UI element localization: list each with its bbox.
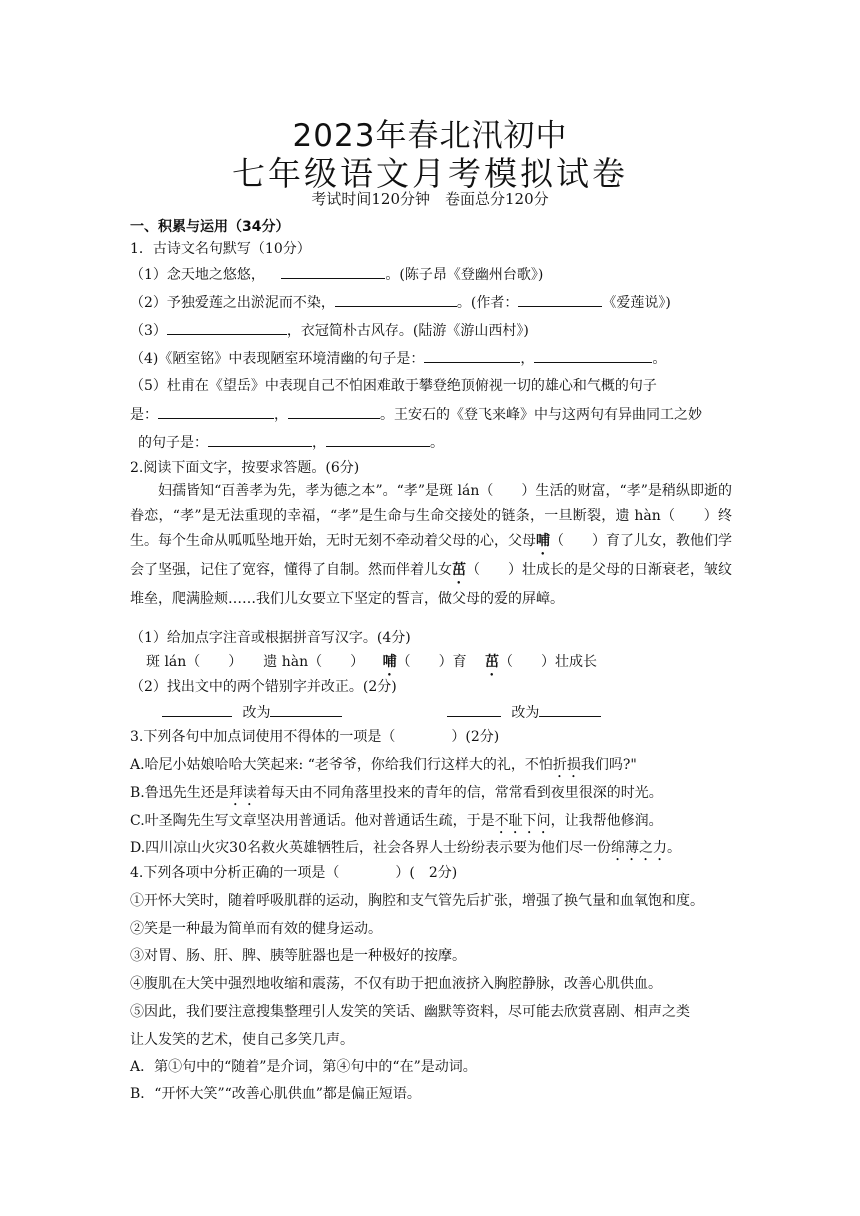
question-3-option-b[interactable]: B.鲁迅先生还是拜读着每天由不同角落里投来的青年的信，常常看到夜里很深的时光。 [130,785,663,801]
answer-blank[interactable] [270,702,342,717]
question-1-item-5-line2: 是： ， 。王安石的《登飞来峰》中与这两句有异曲同工之妙 [130,404,702,425]
question-3-option-c[interactable]: C.叶圣陶先生写文章坚决用普通话。他对普通话生疏，于是不耻下问，让我帮他修润。 [130,813,663,829]
question-1-item-3: （3） ，衣冠简朴古风存。(陆游《游山西村》) [130,320,529,341]
question-2-passage: 妇孺皆知“百善孝为先，孝为德之本”。“孝”是斑 lán（ ）生活的财富，“孝”是稍纵即逝的眷恋，“孝”是无法重现的幸福，“孝”是生命与生命交接处的链条，一旦断裂，遗 hàn（ ）终生。每个生命从呱呱坠地开始，无时无刻不牵动着父母的心，父母哺（ ）育了儿女，教他们学会了坚强，记住了宽容，懂得了自制。然而伴着儿女茁（ ）壮成长的是父母的日渐衰老，皱纹堆垒，爬满脸颊……我们儿女要立下坚定的誓言，做父母的爱的屏嶂。 [130,483,732,607]
section-heading: 一、积累与运用（34分） [130,219,290,235]
question-4-sentence-5-cont: 让人发笑的艺术，使自己多笑几声。 [130,1032,354,1048]
question-4-sentence-1: ①开怀大笑时，随着呼吸肌群的运动，胸腔和支气管先后扩张，增强了换气量和血氧饱和度。 [130,893,704,909]
question-2-sub1-items: 斑 lán（ ） 遗 hàn（ ） 哺（ ）育 茁（ ）壮成长 [146,654,598,670]
question-4-title: 4.下列各项中分析正确的一项是（ ）( 2分) [130,865,458,881]
question-3-option-a[interactable]: A.哈尼小姑娘哈哈大笑起来: “老爷爷，你给我们行这样大的礼，不怕折损我们吗?" [130,757,637,773]
answer-blank[interactable] [281,264,385,279]
question-2-title: 2.阅读下面文字，按要求答题。(6分) [130,460,360,476]
answer-blank[interactable] [534,348,652,363]
question-4-sentence-2: ②笑是一种最为简单而有效的健身运动。 [130,921,382,937]
dotted-char-bu: 哺 [536,533,550,549]
question-1-item-5-line3: 的句子是： ， 。 [138,432,444,453]
answer-blank[interactable] [335,292,457,307]
question-2-sub2: （2）找出文中的两个错别字并改正。(2分) [130,679,397,695]
answer-blank[interactable] [158,404,274,419]
exam-subtitle: 考试时间120分钟 卷面总分120分 [311,190,549,208]
question-1-title: 1．古诗文名句默写（10分） [130,241,311,257]
question-4-option-b[interactable]: B．“开怀大笑”“改善心肌供血”都是偏正短语。 [130,1086,421,1102]
exam-title-line2: 七年级语文月考模拟试卷 [232,154,628,193]
question-4-sentence-3: ③对胃、肠、肝、脾、胰等脏器也是一种极好的按摩。 [130,948,466,964]
answer-blank[interactable] [539,702,601,717]
question-1-item-5-line1: （5）杜甫在《望岳》中表现自己不怕困难敢于攀登绝顶俯视一切的雄心和气概的句子 [130,378,657,394]
question-2-corrections: 改为 改为 [162,702,601,723]
question-1-item-2: （2）予独爱莲之出淤泥而不染， 。(作者： 《爱莲说》) [130,292,671,313]
answer-blank[interactable] [424,348,520,363]
question-3-option-d[interactable]: D.四川凉山火灾30名救火英雄牺牲后，社会各界人士纷纷表示要为他们尽一份绵薄之力。 [130,840,681,856]
question-4-sentence-4: ④腹肌在大笑中强烈地收缩和震荡，不仅有助于把血液挤入胸腔静脉，改善心肌供血。 [130,976,662,992]
answer-blank[interactable] [208,432,312,447]
question-1-item-1: （1）念天地之悠悠， 。(陈子昂《登幽州台歌》) [130,264,543,285]
dotted-char-zhuo: 茁 [452,562,466,578]
question-4-option-a[interactable]: A．第①句中的“随着”是介词，第④句中的“在”是动词。 [130,1059,477,1075]
exam-title-line1: 2023年春北汛初中 [292,118,568,154]
answer-blank[interactable] [326,432,430,447]
answer-blank[interactable] [162,702,232,717]
answer-blank[interactable] [167,320,287,335]
question-1-item-4: （4)《陋室铭》中表现陋室环境清幽的句子是： ， 。 [130,348,666,369]
question-4-sentence-5: ⑤因此，我们要注意搜集整理引人发笑的笑话、幽默等资料，尽可能去欣赏喜剧、相声之类 [130,1004,690,1020]
answer-blank[interactable] [447,702,501,717]
answer-blank[interactable] [288,404,380,419]
question-3-title: 3.下列各句中加点词使用不得体的一项是（ ）(2分) [130,729,500,745]
answer-blank[interactable] [518,292,602,307]
question-2-sub1: （1）给加点字注音或根据拼音写汉字。(4分) [130,630,411,646]
